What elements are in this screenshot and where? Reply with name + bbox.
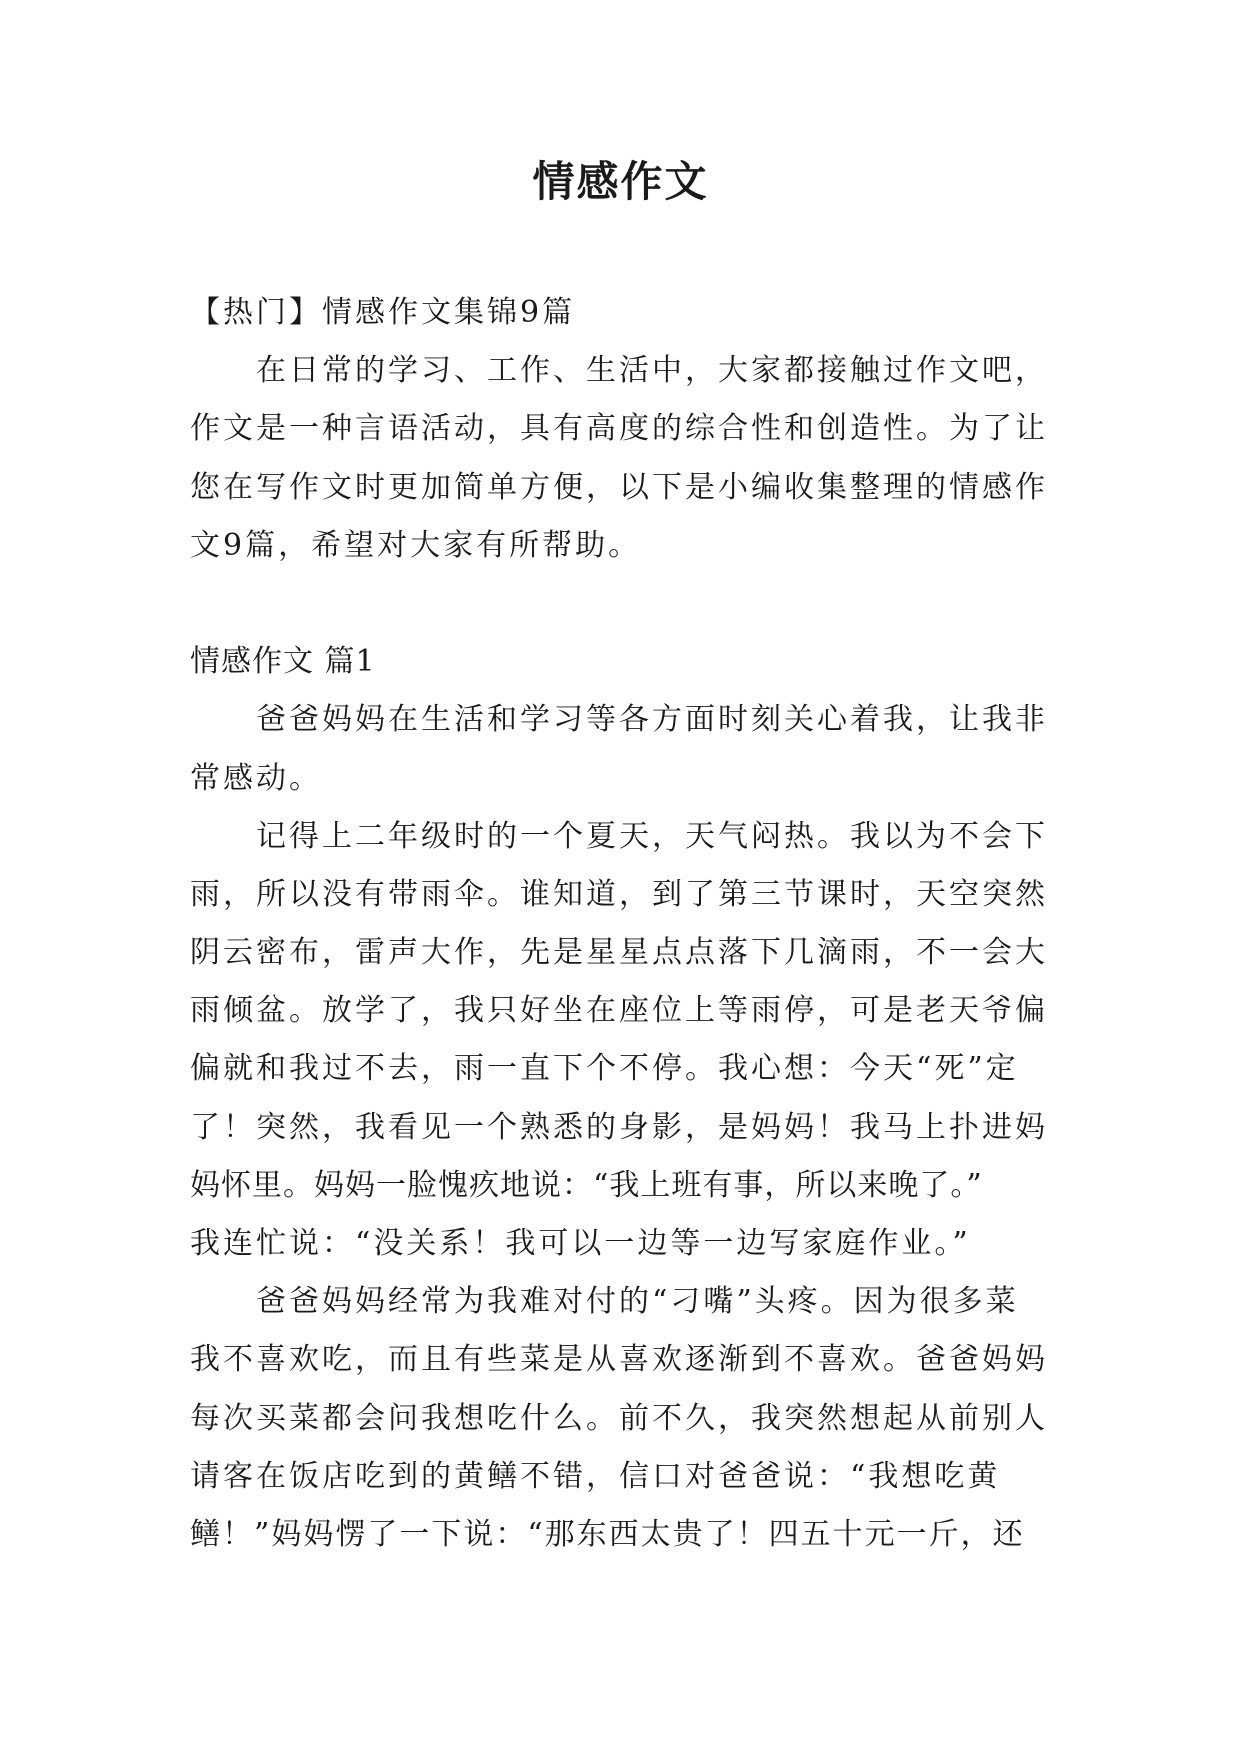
document-body [190,284,1052,1564]
paragraph-line: 阴云密布，雷声大作，先是星星点点落下几滴雨，不一会大 [190,935,1048,971]
paragraph-line: 常感动。 [190,760,322,796]
paragraph-line: 雨，所以没有带雨伞。谁知道，到了第三节课时，天空突然 [190,876,1048,912]
intro-heading: 【热门】情感作文集锦9篇 [190,295,576,330]
section-heading: 情感作文 篇1 [190,644,376,680]
paragraph-line: 鳝！”妈妈愣了一下说：“那东西太贵了！四五十元一斤，还 [190,1516,1025,1552]
intro-line: 作文是一种言语活动，具有高度的综合性和创造性。为了让 [190,411,1048,447]
paragraph-line: 每次买菜都会问我想吃什么。前不久，我突然想起从前别人 [190,1400,1048,1436]
paragraph-line: 妈怀里。妈妈一脸愧疚地说：“我上班有事，所以来晚了。” [190,1167,983,1203]
paragraph-gap [190,575,1052,633]
intro-line: 文9篇，希望对大家有所帮助。 [190,527,642,563]
paragraph-line: 雨倾盆。放学了，我只好坐在座位上等雨停，可是老天爷偏 [190,993,1048,1029]
paragraph-line: 我连忙说：“没关系！我可以一边等一边写家庭作业。” [190,1226,971,1261]
paragraph-line: 我不喜欢吃，而且有些菜是从喜欢逐渐到不喜欢。爸爸妈妈 [190,1342,1048,1378]
intro-line: 您在写作文时更加简单方便，以下是小编收集整理的情感作 [190,469,1048,505]
paragraph-line: 爸爸妈妈经常为我难对付的“刁嘴”头疼。因为很多菜 [256,1284,1019,1320]
paragraph-line: 记得上二年级时的一个夏天，天气闷热。我以为不会下 [256,818,1048,854]
paragraph-line: 偏就和我过不去，雨一直下个不停。我心想：今天“死”定 [190,1051,1019,1087]
document-title: 情感作文 [532,157,709,206]
paragraph-line: 爸爸妈妈在生活和学习等各方面时刻关心着我，让我非 [256,702,1048,738]
paragraph-line: 请客在饭店吃到的黄鳝不错，信口对爸爸说：“我想吃黄 [190,1458,1001,1494]
intro-line: 在日常的学习、工作、生活中，大家都接触过作文吧， [256,353,1048,389]
paragraph-line: 了！突然，我看见一个熟悉的身影，是妈妈！我马上扑进妈 [190,1109,1048,1145]
